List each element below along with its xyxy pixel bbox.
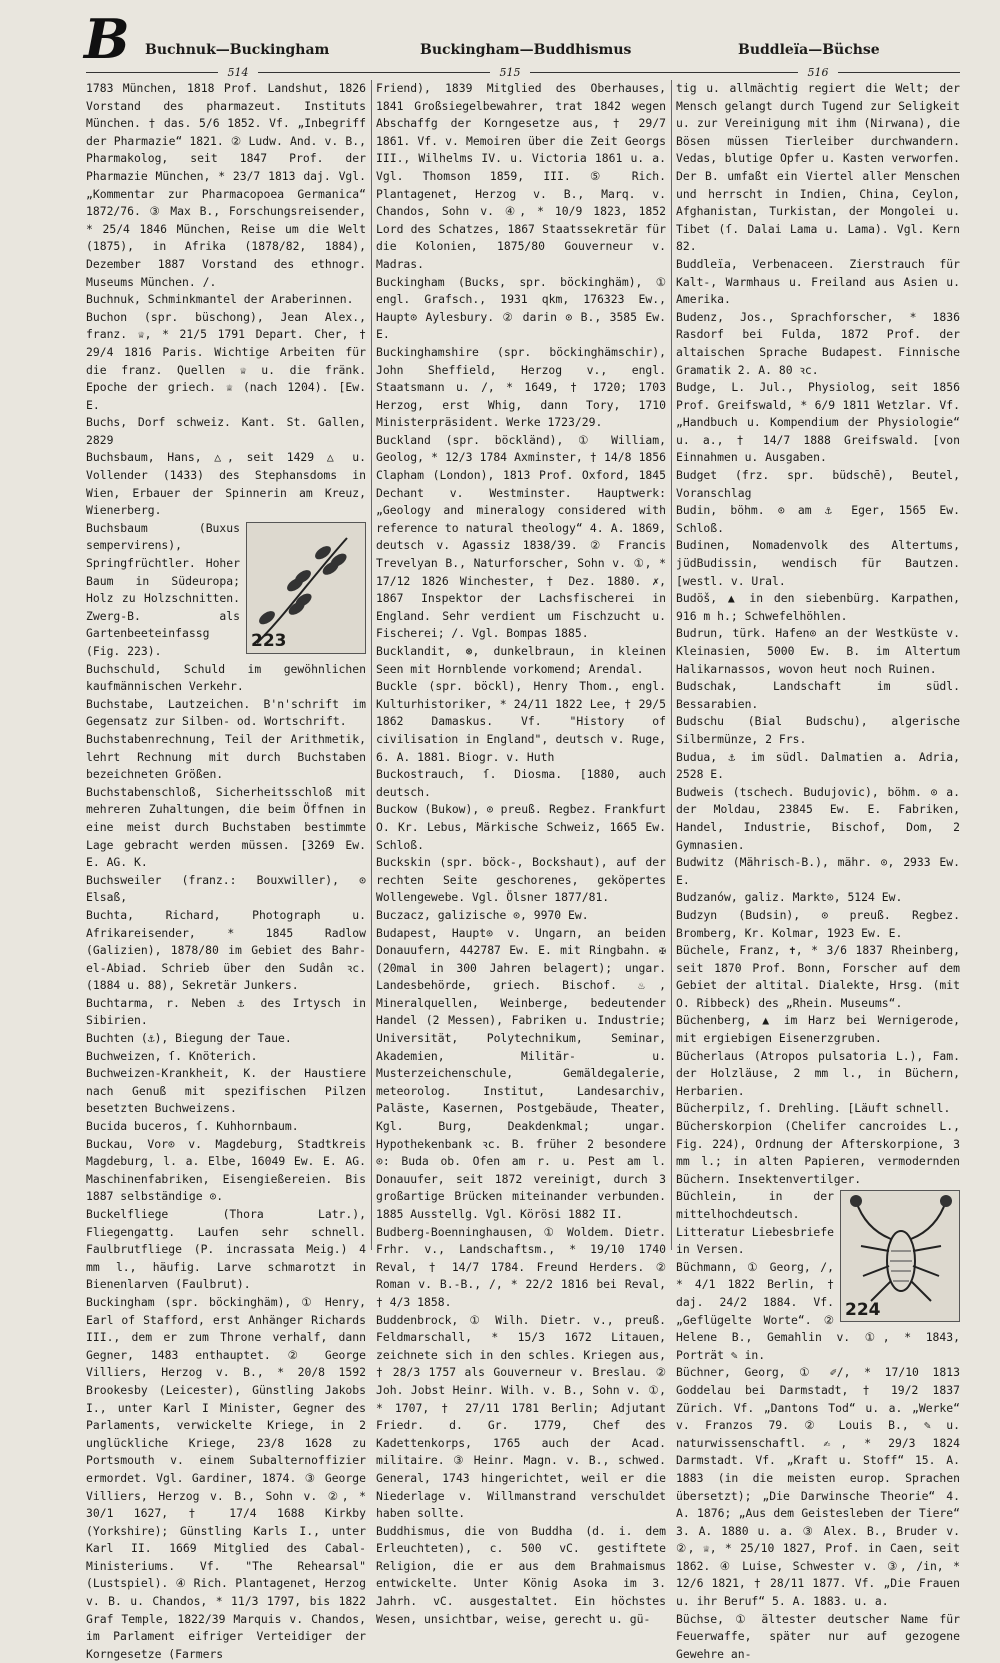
header-rule: [86, 72, 218, 73]
entry: tig u. allmächtig regiert die Welt; der Mensch gelangt durch Tugend zur Seligkeit u. zur Vereinigung mit ihm (Nirwana), die Bösen müssen Tierleiber durchwandern. Vedas, blutige Opfer u. Kasten verworfen. Der B. umfaßt ein Viertel aller Menschen und herrscht in Indien, China, Ceylon, Afghanistan, Turkistan, der Mongolei u. Tibet (ſ. Dalai Lama u. Lama). Vgl. Kern 82.: [676, 81, 960, 254]
entry: Buckle (spr. böckl), Henry Thom., engl. Kulturhistoriker, * 24/11 1822 Lee, † 29/5 1862 Damaskus. Vf. "History of civilisation in England", deutsch v. Ruge, 6. A. 1881. Biogr. v. Huth: [376, 679, 666, 764]
entry: Bücherskorpion (Chelifer cancroides L., Fig. 224), Ordnung der Afterskorpione, 3 mm l.; in alten Papieren, vermodernden Büchern. Insektenvertilger.: [676, 1119, 960, 1186]
header-rule: [838, 72, 960, 73]
entry: Budwitz (Mährisch-B.), mähr. ⊙, 2933 Ew. E.: [676, 855, 960, 887]
entry: Buckland (spr. böckländ), ① William, Geolog, * 12/3 1784 Axminster, † 14/8 1856 Clapham (London), 1813 Prof. Oxford, 1845 Dechant v. Westminster. Hauptwerk: „Geology and mineralogy considered with reference to natural theology“ 4. A. 1869, deutsch v. Agassiz 1838/39. ② Francis Trevelyan B., Naturforscher, Sohn v. ①, * 17/12 1826 Winchester, † Dez. 1880. ✗, 1867 Inspektor der Lachsfischerei in England. Sehr verdient um Fischzucht u. Fischerei; /. Vgl. Bompas 1885.: [376, 432, 666, 641]
entry: Budberg-Boenninghausen, ① Woldem. Dietr. Frhr. v., Landschaftsm., * 19/10 1740 Reval, † 14/7 1784. Freund Herders. ② Roman v. B.-B., /, * 22/2 1816 bei Reval, † 4/3 1858.: [376, 1224, 666, 1309]
figure-number: 224: [845, 1299, 881, 1320]
entry: Buchsweiler (franz.: Bouxwiller), ⊙ Elsaß,: [86, 872, 366, 905]
entry: Buckingham (Bucks, spr. böckinghäm), ① engl. Grafsch., 1931 qkm, 176323 Ew., Haupt⊙ Aylesbury. ② darin ⊙ B., 3585 Ew. E.: [376, 274, 666, 342]
header-left: Buchnuk—Buckingham: [145, 42, 330, 58]
entry: Büchenberg, ▲ im Harz bei Wernigerode, mit ergiebigen Eisenerzgruben.: [676, 1013, 960, 1046]
entry: Buchweizen, ſ. Knöterich.: [86, 1048, 258, 1063]
entry: Buchs, Dorf schweiz. Kant. St. Gallen, 2829: [86, 415, 366, 447]
column-separator: [371, 80, 372, 1250]
entry: Budin, böhm. ⊙ am ⚓ Eger, 1565 Ew. Schloß.: [676, 503, 960, 535]
header-rule: [530, 72, 798, 73]
entry: Budua, ⚓ im südl. Dalmatien a. Adria, 2528 E.: [676, 749, 960, 782]
header-middle: Buckingham—Buddhismus: [420, 42, 632, 58]
entry: Friend), 1839 Mitglied des Oberhauses, 1841 Großsiegelbewahrer, trat 1842 wegen Abschaffg der Korngesetze aus, † 29/7 1861. Vf. v. Memoiren über die Zeit Georgs III., Wilhelms IV. u. Victoria 1861 u. a. Vgl. Thomson 1859, III. ⑤ Rich. Plantagenet, Herzog v. B., Marq. v. Chandos, Sohn v. ④, * 10/9 1823, 1852 Lord des Schatzes, 1867 Staatssekretär für die Kolonien, 1875/80 Gouverneur v. Madras.: [376, 81, 666, 271]
entry: Budenz, Jos., Sprachforscher, * 1836 Rasdorf bei Fulda, 1872 Prof. der altaischen Sprache Budapest. Finnische Gramatik 2. A. 80 ꝛc.: [676, 309, 960, 377]
entry: Büchner, Georg, ① ✐/, * 17/10 1813 Goddelau bei Darmstadt, † 19/2 1837 Zürich. Vf. „Dantons Tod“ u. a. „Werke“ v. Franzos 79. ② Louis B., ✎ u. naturwissenschaftl. ✍, * 29/3 1824 Darmstadt. Vf. „Kraft u. Stoff“ 15. A. 1883 (in die meisten europ. Sprachen übersetzt); „Die Darwinsche Theorie“ 4. A. 1876; „Aus dem Geistesleben der Tiere“ 3. A. 1880 u. a. ③ Alex. B., Bruder v. ②, ♕, * 25/10 1827, Prof. in Caen, seit 1862. ④ Luise, Schwester v. ③, /in, * 12/6 1821, † 28/11 1877. Vf. „Die Frauen u. ihr Beruf“ 5. A. 1883. u. a.: [676, 1365, 960, 1609]
entry: Bucida buceros, ſ. Kuhhornbaum.: [86, 1119, 299, 1134]
entry: Bucklandit, ⊛, dunkelbraun, in kleinen Seen mit Hornblende vorkomend; Arendal.: [376, 644, 666, 676]
entry: Buchsbaum, Hans, △, seit 1429 △ u. Vollender (1433) des Stephansdoms in Wien, Erbauer der Spinnerin am Kreuz, Wienerberg.: [86, 450, 366, 518]
entry: Budapest, Haupt⊙ v. Ungarn, an beiden Donauufern, 442787 Ew. E. mit Ringbahn. ✠ (20mal in 300 Jahren belagert); ungar. Landesbehörde, griech. Bischof. ♨, Mineralquellen, Weinberge, bedeutender Handel (2 Messen), Fabriken u. Industrie; Universität, Polytechnikum, Seminar, Akademien, Militär- u. Musterzeichenschule, Gemäldegalerie, meteorolog. Institut, Landesarchiv, Paläste, Kasernen, Postgebäude, Theater, Kgl. Burg, Deakdenkmal; ungar. Hypothekenbank ꝛc. B. früher 2 besondere ⊙: Buda ob. Ofen am r. u. Pest am l. Donauufer, seit 1872 vereinigt, durch 3 großartige Brücken miteinander verbunden. 1885 Ausstellg. Vgl. Körösi 1882 II.: [376, 925, 666, 1221]
page-number-left: 514: [227, 66, 249, 79]
entry: Budzyn (Budsin), ⊙ preuß. Regbez. Bromberg, Kr. Kolmar, 1923 Ew. E.: [676, 907, 960, 940]
entry: Buchschuld, Schuld im gewöhnlichen kaufmännischen Verkehr.: [86, 661, 366, 694]
entry: Buchstabe, Lautzeichen. B'n'schrift im Gegensatz zur Silben- od. Wortschrift.: [86, 696, 366, 729]
entry: Budge, L. Jul., Physiolog, seit 1856 Prof. Greifswald, * 6/9 1811 Wetzlar. Vf. „Handbuch u. Kompendium der Physiologie“ u. a., † 14/7 1888 Greifswald. [von Einnahmen u. Ausgaben.: [676, 380, 960, 465]
entry: Buddleïa, Verbenaceen. Zierstrauch für Kalt-, Warmhaus u. Freiland aus Asien u. Amerika.: [676, 256, 960, 307]
entry: Budrun, türk. Hafen⊙ an der Westküste v. Kleinasien, 5000 Ew. B. im Altertum Halikarnassos, wovon heut noch Ruinen.: [676, 626, 960, 676]
entry: Buchstabenschloß, Sicherheitsschloß mit mehreren Zuhaltungen, die beim Öffnen in eine meist durch Buchstaben bestimmte Lage gebracht werden müssen. [3269 Ew. E. AG. K.: [86, 784, 366, 870]
page-number-right: 516: [807, 66, 829, 79]
entry: Budinen, Nomadenvolk des Altertums, jüdBudissin, wendisch für Bautzen. [westl. v. Ural.: [676, 538, 960, 588]
entry: Büchmann, ① Georg, /, * 4/1 1822 Berlin, † daj. 24/2 1884. Vf. „Geflügelte Worte“. ② Helene B., Gemahlin v. ①, * 1843, Porträt ✎ in.: [676, 1259, 960, 1362]
entry: Buckingham (spr. böckinghäm), ① Henry, Earl of Stafford, erst Anhänger Richards III., dem er zum Throne verhalf, dann Gegner, 1483 enthauptet. ② George Villiers, Herzog v. B., * 20/8 1592 Brookesby (Leicester), Günstling Jakobs I., unter Karl I Minister, Gegner des Parlaments, verwickelte Kriege, in 2 unglückliche Kriege, 23/8 1628 zu Portsmouth v. einem Subalternoffizier ermordet. Vgl. Gardiner, 1874. ③ George Villiers, Herzog v. B., Sohn v. ②, * 30/1 1627, † 17/4 1688 Kirkby (Yorkshire); Günstling Karls I., unter Karl II. 1669 Mitglied des Cabal-Ministeriums. Vf. "The Rehearsal" (Lustspiel). ④ Rich. Plantagenet, Herzog v. B. u. Chandos, * 11/3 1797, bis 1822 Graf Temple, 1822/39 Marquis v. Chandos, im Parlament eifriger Verteidiger der Korngesetze (Farmers: [86, 1294, 366, 1661]
entry: Budöš, ▲ in den siebenbürg. Karpathen, 916 m h.; Schwefelhöhlen.: [676, 591, 960, 623]
entry: Büchele, Franz, ✝, * 3/6 1837 Rheinberg, seit 1870 Prof. Bonn, Forscher auf dem Gebiet der altital. Dialekte, Hrsg. (mit O. Ribbeck) des „Rhein. Museums“.: [676, 943, 960, 1010]
column-middle: [376, 80, 666, 1626]
header-right: Buddleïa—Büchse: [738, 42, 880, 58]
page-number-middle: 515: [499, 66, 521, 79]
entry: Budget (frz. spr. büdschē), Beutel, Voranschlag: [676, 468, 960, 500]
entry: Budschak, Landschaft im südl. Bessarabien.: [676, 679, 960, 711]
entry: Büchlein, in der mittelhochdeutsch. Litteratur Liebesbriefe in Versen.: [676, 1189, 834, 1257]
entry: Buchsbaum (Buxus sempervirens), Springfrüchtler. Hoher Baum in Südeuropa; Holz zu Holzschnitten. Zwerg-B. als Gartenbeeteinfassg (Fig. 223).: [86, 520, 240, 658]
entry: Bücherpilz, ſ. Drehling. [Läuft schnell.: [676, 1101, 951, 1116]
entry: Buchtarma, r. Neben ⚓ des Irtysch in Sibirien.: [86, 995, 366, 1028]
entry: Buchon (spr. büschong), Jean Alex., franz. ♕, * 21/5 1791 Depart. Cher, † 29/4 1816 Paris. Wichtige Arbeiten für die franz. Quellen ♕ u. die fränk. Epoche der griech. ♕ (nach 1204). [Ew. E.: [86, 309, 366, 412]
figure-number: 223: [251, 631, 287, 652]
entry: Buckskin (spr. böck-, Bockshaut), auf der rechten Seite geschorenes, geköpertes Wollengewebe. Vgl. Ölsner 1877/81.: [376, 855, 666, 905]
entry: Buchten (⚓), Biegung der Taue.: [86, 1031, 292, 1046]
entry: Buczacz, galizische ⊙, 9970 Ew.: [376, 907, 589, 922]
entry: Buchnuk, Schminkmantel der Araberinnen.: [86, 292, 354, 307]
illustration-fig224: [840, 1190, 960, 1322]
entry: Buchweizen-Krankheit, K. der Haustiere nach Genuß mit spezifischen Pilzen besetzten Buchweizens.: [86, 1066, 366, 1116]
entry: Budschu (Bial Budschu), algerische Silbermünze, 2 Frs.: [676, 714, 960, 746]
header-rule: [258, 72, 490, 73]
column-right: [676, 80, 960, 1661]
entry: Buckow (Bukow), ⊙ preuß. Regbez. Frankfurt O. Kr. Lebus, Märkische Schweiz, 1665 Ew. Schloß.: [376, 802, 666, 852]
column-left: [86, 80, 366, 1661]
entry: Bücherlaus (Atropos pulsatoria L.), Fam. der Holzläuse, 2 mm l., in Büchern, Herbarien.: [676, 1048, 960, 1098]
column-separator: [671, 80, 672, 1250]
illustration-fig223: [246, 522, 366, 654]
entry: Buddhismus, die von Buddha (d. i. dem Erleuchteten), c. 500 vC. gestiftete Religion, die er aus dem Brahmaismus entwickelte. Unter König Asoka im 3. Jahrh. vC. ausgestaltet. Ein höchstes Wesen, unsichtbar, weise, gerecht u. gü-: [376, 1523, 666, 1626]
entry: Buckinghamshire (spr. böckinghämschir), John Sheffield, Herzog v., engl. Staatsmann u. /, * 1649, † 1720; 1703 Herzog, erst Whig, dann Tory, 1710 Ministerpräsident. Werke 1723/29.: [376, 344, 666, 430]
entry: Buddenbrock, ① Wilh. Dietr. v., preuß. Feldmarschall, * 15/3 1672 Litauen, zeichnete sich in den schles. Kriegen aus, † 28/3 1757 als Gouverneur v. Breslau. ② Joh. Jobst Heinr. Wilh. v. B., Sohn v. ①, * 1707, † 27/11 1781 Berlin; Adjutant Friedr. d. Gr. 1779, Chef des Kadettenkorps, 1765 auch der Acad. militaire. ③ Heinr. Magn. v. B., schwed. General, 1743 hingerichtet, weil er die Niederlage v. Willmanstrand verschuldet haben sollte.: [376, 1312, 666, 1521]
entry: 1783 München, 1818 Prof. Landshut, 1826 Vorstand des pharmazeut. Instituts München. † das. 5/6 1852. Vf. „Inbegriff der Pharmazie“ 1821. ② Ludw. And. v. B., Pharmakolog, seit 1847 Prof. der Pharmazie München, * 23/7 1813 daj. Vgl. „Kommentar zur Pharmacopoea Germanica“ 1872/76. ③ Max B., Forschungsreisender, * 25/4 1846 München, Reise um die Welt (1875), in Afrika (1878/82, 1884), Dezember 1887 Vorstand des ethnogr. Museums München. /.: [86, 81, 366, 289]
entry: Buchstabenrechnung, Teil der Arithmetik, lehrt Rechnung mit durch Buchstaben bezeichneten Größen.: [86, 731, 366, 782]
section-letter: B: [84, 7, 130, 71]
entry: Budweis (tschech. Budujovic), böhm. ⊙ a. der Moldau, 23845 Ew. E. Fabriken, Handel, Industrie, Bischof, Dom, 2 Gymnasien.: [676, 784, 960, 852]
entry: Buckelfliege (Thora Latr.), Fliegengattg. Laufen sehr schnell. Faulbrutfliege (P. incrassata Meig.) 4 mm l., häufig. Larve schmarotzt in Bienenlarven (Faulbrut).: [86, 1207, 366, 1292]
entry: Buckau, Vor⊙ v. Magdeburg, Stadtkreis Magdeburg, l. a. Elbe, 16049 Ew. E. AG. Maschinenfabriken, Eisengießereien. Bis 1887 selbständige ⊙.: [86, 1136, 366, 1204]
entry: Büchse, ① ältester deutscher Name für Feuerwaffe, später nur auf gezogene Gewehre an-: [676, 1611, 960, 1661]
entry: Budzanów, galiz. Markt⊙, 5124 Ew.: [676, 890, 903, 905]
entry: Buchta, Richard, Photograph u. Afrikareisender, * 1845 Radlow (Galizien), 1878/80 im Gebiet des Bahr-el-Abiad. Schrieb über den Sudân ꝛc. (1884 u. 88), Sekretär Junkers.: [86, 907, 366, 993]
entry: Buckostrauch, ſ. Diosma. [1880, auch deutsch.: [376, 767, 666, 799]
